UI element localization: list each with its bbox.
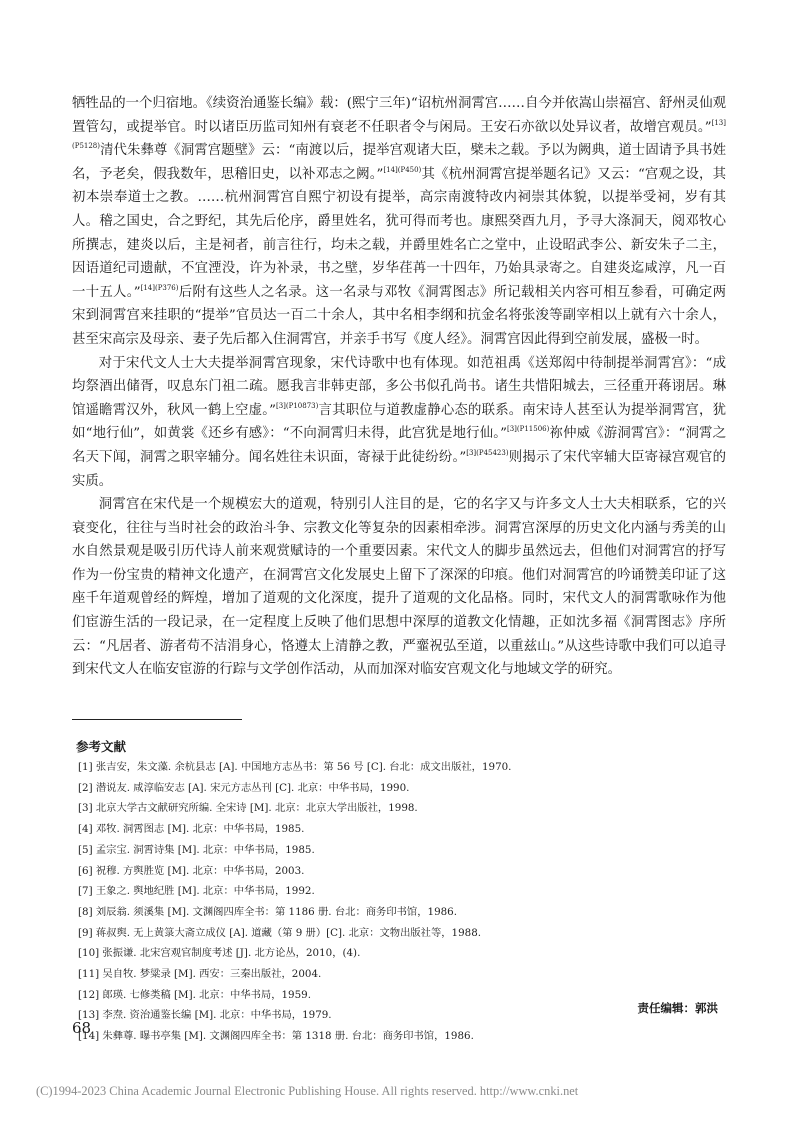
text-run: 其《杭州洞霄宫提举题名记》又云：“宫观之设，其初本崇奉道士之教。……杭州洞霄宫自熙宁初设有提举，高宗南渡特改内祠崇其体貌，以提举受祠，岁有其人。稽之国史，合之野纪，其先后伦序，爵里姓名，犹可得而考也。康熙癸酉九月，予寻大涤洞天，阅邓牧心所撰志，建炎以后，主是祠者，前言往行，均未之载，并爵里姓名亡之堂中，止设昭武李公、新安朱子二主，因语道纪司遗献，不宜湮没，许为补录，书之壁，岁华荏苒一十四年，乃始具录寄之。自建炎迄咸淳，凡一百一十五人。” — [72, 166, 726, 300]
reference-item: [13] 李焘. 资治通鉴长编 [M]. 北京：中华书局，1979. — [78, 1009, 332, 1022]
reference-item: [8] 刘辰翁. 须溪集 [M]. 文渊阁四库全书：第 1186 册. 台北：商务印书馆，1986. — [78, 905, 457, 918]
text-run: 牺牲品的一个归宿地。《续资治通鉴长编》载：(熙宁三年)“诏杭州洞霄宫……自今并依嵩山崇福宫、舒州灵仙观置管勾，或提举官。时以诸臣历监司知州有衰老不任职者令与闲局。王安石亦欲以处异议者，故增宫观员。” — [72, 96, 726, 135]
paragraph-p1 — [72, 92, 726, 352]
article-body — [72, 92, 726, 682]
reference-item: [11] 吴自牧. 梦粱录 [M]. 西安：三秦出版社，2004. — [78, 968, 322, 981]
citation-marker: [3](P11506) — [506, 425, 550, 434]
citation-marker: [3](P10873) — [275, 401, 319, 410]
citation-marker: [14](P376) — [140, 283, 179, 292]
reference-item: [2] 潜说友. 咸淳临安志 [A]. 宋元方志丛刊 [C]. 北京：中华书局，1990. — [78, 781, 410, 794]
reference-item: [3] 北京大学古文献研究所编. 全宋诗 [M]. 北京：北京大学出版社，1998. — [78, 802, 418, 815]
reference-item: [4] 邓牧. 洞霄图志 [M]. 北京：中华书局，1985. — [78, 823, 305, 836]
text-run: 对于宋代文人士大夫提举洞霄宫现象，宋代诗歌中也有体现。如范祖禹《送郑闳中待制提举洞霄宫》：“成均祭酒出储胥，叹息东门祖二疏。愿我言非韩吏部，多公书似孔尚书。诸生共惜阳城去，三径重开蒋诩居。琳馆遥瞻霄汉外，秋风一鹤上空虚。” — [72, 355, 726, 418]
text-run: 祢仲威《游洞霄宫》：“洞霄之名天下闻，洞霄之职宰辅分。闻名姓往未识面，寄禄于此徒纷纷。” — [72, 426, 726, 465]
page-number: 68 — [72, 1019, 92, 1037]
references-list — [78, 757, 728, 1047]
reference-item: [7] 王象之. 舆地纪胜 [M]. 北京：中华书局，1992. — [78, 885, 315, 898]
text-run: 洞霄宫在宋代是一个规模宏大的道观，特别引人注目的是，它的名字又与许多文人士大夫相联系，它的兴衰变化，往往与当时社会的政治斗争、宗教文化等复杂的因素相牵涉。洞霄宫深厚的历史文化内涵与秀美的山水自然景观是吸引历代诗人前来观赏赋诗的一个重要因素。宋代文人的脚步虽然远去，但他们对洞霄宫的抒写作为一份宝贵的精神文化遗产，在洞霄宫文化发展史上留下了深深的印痕。他们对洞霄宫的吟诵赞美印证了这座千年道观曾经的辉煌，增加了道观的文化深度，提升了道观的文化品格。同时，宋代文人的洞霄歌咏作为他们宦游生活的一段记录，在一定程度上反映了他们思想中深厚的道教文化情趣，正如沈多福《洞霄图志》序所云：“凡居者、游者苟不洁涓身心，恪遵太上清静之教，严韲祝弘至道，以重兹山。”从这些诗歌中我们可以追寻到宋代文人在临安宦游的行踪与文学创作活动，从而加深对临安宫观文化与地域文学的研究。 — [72, 497, 726, 678]
reference-item: [1] 张吉安，朱文藻. 余杭县志 [A]. 中国地方志丛书：第 56 号 [C]. 台北：成文出版社，1970. — [78, 761, 512, 773]
text-run: 清代朱彝尊《洞霄宫题壁》云：“南渡以后，提举宫观诸大臣，檗未之载。予以为阙典，道士固请予具书姓名，予老矣，假我数年，思稽旧史，以补邓志之阙。” — [72, 143, 726, 182]
paragraph-p2 — [72, 352, 726, 494]
text-run: 言其职位与道教虚静心态的联系。南宋诗人甚至认为提举洞霄宫，犹如“地行仙”，如黄裳《还乡有感》：“不向洞霄归未得，此宫犹是地行仙。” — [72, 402, 726, 442]
copyright-footer: (C)1994-2023 China Academic Journal Electronic Publishing House. All rights reserved. http://www.cnki.net — [36, 1084, 579, 1098]
text-run: 后附有这些人之名录。这一名录与邓牧《洞霄图志》所记载相关内容可相互参看，可确定两宋到洞霄宫来挂职的“提举”官员达一百二十余人，其中名相李纲和抗金名将张浚等副宰相以上就有六十余人，甚至宋高宗及母亲、妻子先后都入住洞霄宫，并亲手书写《度人经》。洞霄宫因此得到空前发展，盛极一时。 — [72, 284, 726, 347]
reference-item: [5] 孟宗宝. 洞霄诗集 [M]. 北京：中华书局，1985. — [78, 843, 315, 856]
references-divider — [72, 719, 242, 720]
reference-item: [9] 蒋叔舆. 无上黄箓大斋立成仪 [A]. 道藏（第 9 册）[C]. 北京：文物出版社等，1988. — [78, 926, 482, 939]
responsible-editor: 责任编辑：郭洪 — [637, 1001, 718, 1015]
paragraph-p3 — [72, 493, 726, 682]
references-title: 参考文献 — [76, 739, 127, 754]
reference-item: [12] 郎瑛. 七修类稿 [M]. 北京：中华书局，1959. — [78, 988, 311, 1001]
text-run: 则揭示了宋代宰辅大臣寄禄宫观官的实质。 — [72, 449, 726, 489]
citation-marker: [3](P45423) — [466, 448, 509, 457]
reference-item: [10] 张振谦. 北宋宫观官制度考述 [J]. 北方论丛，2010，(4). — [78, 947, 361, 960]
citation-marker: [14](P450) — [383, 165, 422, 174]
reference-item: [6] 祝穆. 方舆胜览 [M]. 北京：中华书局，2003. — [78, 864, 305, 877]
reference-item: [14] 朱彝尊. 曝书亭集 [M]. 文渊阁四库全书：第 1318 册. 台北：商务印书馆，1986. — [78, 1030, 474, 1043]
citation-marker: [13](P5128) — [72, 118, 726, 151]
